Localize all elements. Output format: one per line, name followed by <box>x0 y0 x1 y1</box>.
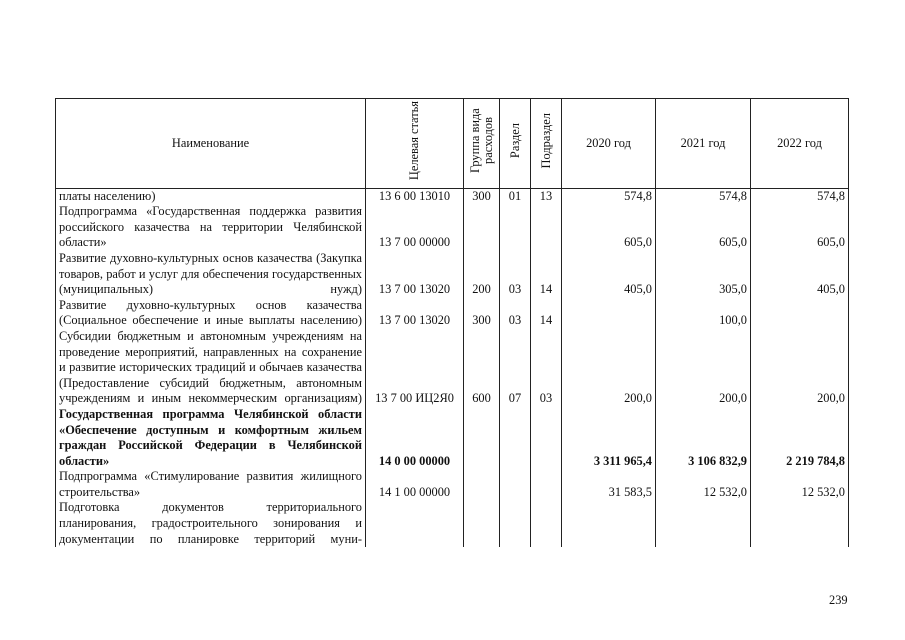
row-section <box>500 204 531 251</box>
row-subsection: 03 <box>531 329 562 407</box>
row-group <box>464 204 500 251</box>
row-section: 01 <box>500 188 531 204</box>
row-group: 600 <box>464 329 500 407</box>
row-2022: 2 219 784,8 <box>751 407 849 469</box>
row-2022: 405,0 <box>751 251 849 298</box>
row-code: 14 0 00 00000 <box>366 407 464 469</box>
budget-table <box>55 98 849 547</box>
header-group: Группа вида расходов <box>467 108 495 174</box>
row-2021: 12 532,0 <box>656 469 751 500</box>
header-section: Раздел <box>507 123 522 159</box>
row-2021: 100,0 <box>656 298 751 329</box>
row-2020: 405,0 <box>562 251 656 298</box>
row-name: Субсидии бюджетным и автономным учреждениям на проведение мероприятий, направленных на сохранение и развитие исторических традиций и обычаев казачества (Предоставление субсидий бюджетным, автономным учреждениям и иным некоммерческим организациям) <box>56 329 366 407</box>
row-name: Развитие духовно-культурных основ казачества (Закупка товаров, работ и услуг для обеспечения государственных (муниципальных) нужд) <box>56 251 366 298</box>
header-target: Целевая статья <box>407 101 421 181</box>
row-subsection <box>531 407 562 469</box>
row-2020: 605,0 <box>562 204 656 251</box>
header-name: Наименование <box>56 99 366 189</box>
row-code <box>366 500 464 547</box>
table-row <box>56 251 849 298</box>
row-2022: 605,0 <box>751 204 849 251</box>
row-2022: 200,0 <box>751 329 849 407</box>
row-name: Подпрограмма «Стимулирование развития жилищного строительства» <box>56 469 366 500</box>
row-2020: 574,8 <box>562 188 656 204</box>
table-row <box>56 500 849 547</box>
row-2021: 305,0 <box>656 251 751 298</box>
row-2022: 574,8 <box>751 188 849 204</box>
header-2022: 2022 год <box>751 99 849 189</box>
row-section: 03 <box>500 298 531 329</box>
row-code: 13 7 00 13020 <box>366 251 464 298</box>
table-row <box>56 204 849 251</box>
row-subsection: 14 <box>531 251 562 298</box>
row-name: Государственная программа Челябинской области «Обеспечение доступным и комфортным жильем граждан Российской Федерации в Челябинской области» <box>56 407 366 469</box>
row-2021: 200,0 <box>656 329 751 407</box>
table-row <box>56 188 849 204</box>
row-2021: 605,0 <box>656 204 751 251</box>
row-group <box>464 500 500 547</box>
row-2022 <box>751 500 849 547</box>
row-code: 13 7 00 ИЦ2Я0 <box>366 329 464 407</box>
row-2020: 31 583,5 <box>562 469 656 500</box>
row-subsection: 14 <box>531 298 562 329</box>
row-name: Подготовка документов территориального планирования, градостроительного зонирования и документации по планировке территорий муни- <box>56 500 366 547</box>
row-section: 03 <box>500 251 531 298</box>
row-section: 07 <box>500 329 531 407</box>
row-section <box>500 469 531 500</box>
row-subsection <box>531 204 562 251</box>
row-code: 13 6 00 13010 <box>366 188 464 204</box>
row-group <box>464 407 500 469</box>
table-row <box>56 298 849 329</box>
table-header-row <box>56 99 849 189</box>
header-2021: 2021 год <box>656 99 751 189</box>
row-subsection <box>531 500 562 547</box>
header-subsection: Подраздел <box>538 113 553 169</box>
row-code: 14 1 00 00000 <box>366 469 464 500</box>
table-row <box>56 407 849 469</box>
row-2020 <box>562 298 656 329</box>
row-group <box>464 469 500 500</box>
row-group: 300 <box>464 298 500 329</box>
table-row <box>56 469 849 500</box>
row-group: 300 <box>464 188 500 204</box>
row-name: Подпрограмма «Государственная поддержка развития российского казачества на территории Челябинской области» <box>56 204 366 251</box>
row-2021: 3 106 832,9 <box>656 407 751 469</box>
row-code: 13 7 00 13020 <box>366 298 464 329</box>
row-2020: 3 311 965,4 <box>562 407 656 469</box>
row-subsection: 13 <box>531 188 562 204</box>
row-subsection <box>531 469 562 500</box>
header-2020: 2020 год <box>562 99 656 189</box>
row-code: 13 7 00 00000 <box>366 204 464 251</box>
row-2021 <box>656 500 751 547</box>
row-section <box>500 407 531 469</box>
row-2021: 574,8 <box>656 188 751 204</box>
row-2020 <box>562 500 656 547</box>
row-section <box>500 500 531 547</box>
row-2022 <box>751 298 849 329</box>
row-2022: 12 532,0 <box>751 469 849 500</box>
row-2020: 200,0 <box>562 329 656 407</box>
table-row <box>56 329 849 407</box>
row-group: 200 <box>464 251 500 298</box>
row-name: платы населению) <box>56 188 366 204</box>
row-name: Развитие духовно-культурных основ казачества (Социальное обеспечение и иные выплаты населению) <box>56 298 366 329</box>
page-number: 239 <box>829 593 848 607</box>
